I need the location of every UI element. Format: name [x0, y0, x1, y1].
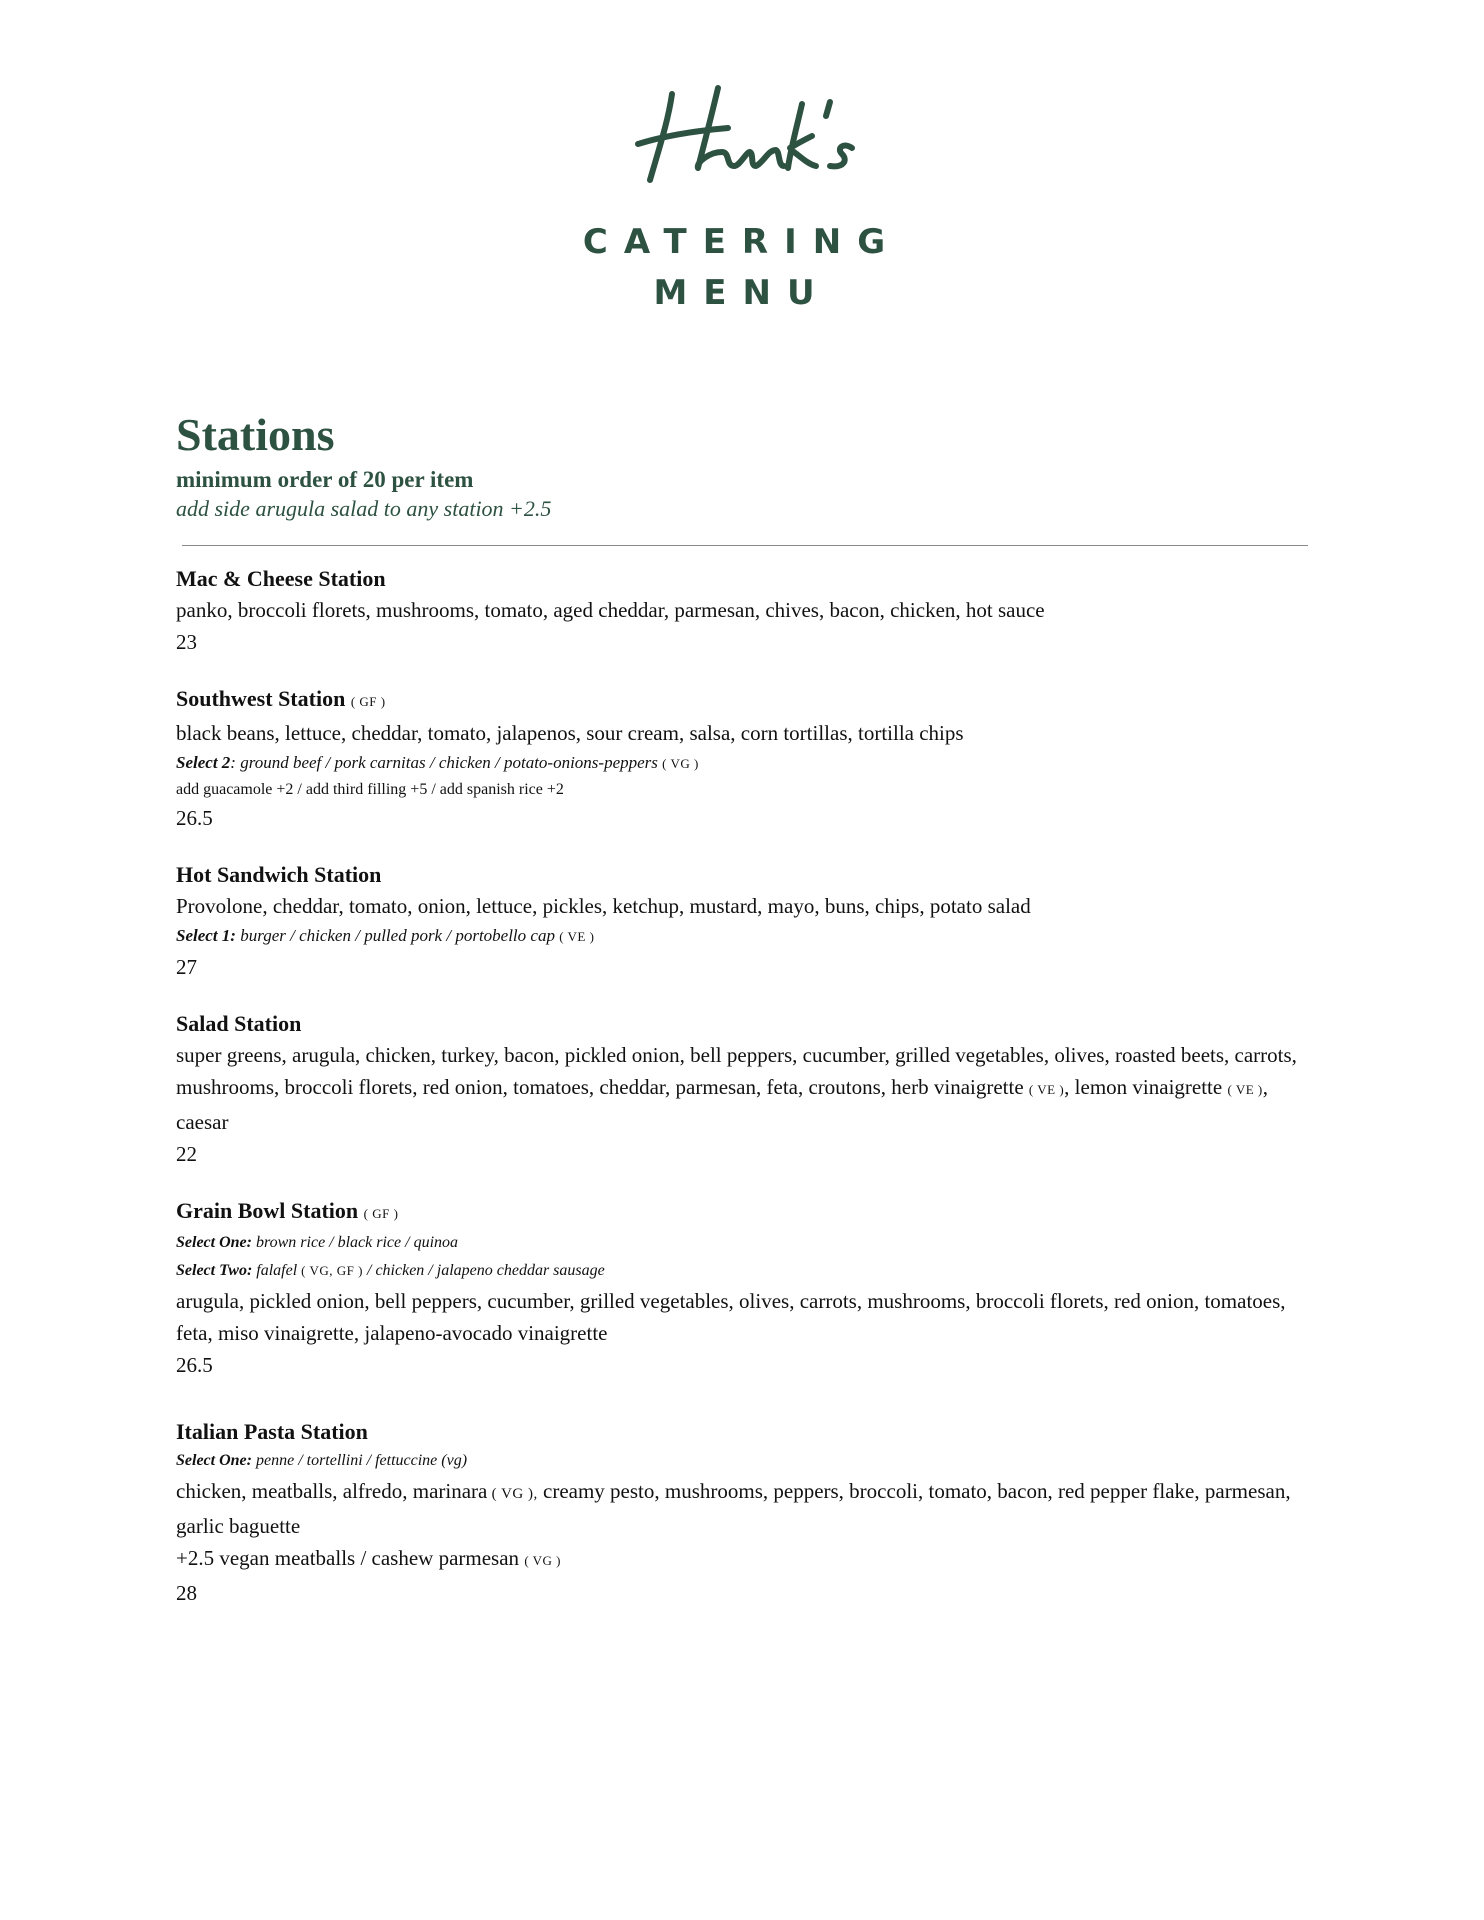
- extra-text: +2.5 vegan meatballs / cashew parmesan: [176, 1546, 520, 1570]
- station-price: 23: [176, 630, 197, 654]
- station-price: 26.5: [176, 806, 213, 830]
- select-text: / chicken / jalapeno cheddar sausage: [363, 1262, 605, 1279]
- hanks-logo: [630, 82, 860, 192]
- station-name-row: [176, 684, 1316, 717]
- station-name: Italian Pasta Station: [176, 1419, 368, 1444]
- station-hot-sandwich: [176, 860, 1316, 983]
- station-italian-pasta: [176, 1417, 1316, 1609]
- menu-header: [0, 0, 1484, 320]
- station-name: Hot Sandwich Station: [176, 862, 382, 887]
- select-label: Select One:: [176, 1234, 252, 1251]
- station-name: Southwest Station: [176, 686, 346, 711]
- select-label: Select 2: [176, 753, 231, 772]
- dietary-tag: ( VE ): [559, 929, 595, 944]
- station-description: black beans, lettuce, cheddar, tomato, jalapenos, sour cream, salsa, corn tortillas, tortilla chips: [176, 721, 964, 745]
- select-text: penne / tortellini / fettuccine (vg): [251, 1452, 468, 1469]
- select-one-options: [176, 1229, 1316, 1257]
- select-label: Select One:: [176, 1452, 252, 1469]
- select-text: brown rice / black rice / quinoa: [251, 1234, 459, 1251]
- select-text: falafel: [252, 1262, 298, 1279]
- hanks-script-logo-icon: [630, 82, 860, 192]
- station-price: 22: [176, 1142, 197, 1166]
- station-name: Grain Bowl Station: [176, 1198, 359, 1223]
- select-label: Select Two:: [176, 1262, 253, 1279]
- dietary-tag: ( VG ),: [487, 1486, 538, 1502]
- select-label: Select 1:: [176, 926, 236, 945]
- section-title: Stations: [176, 409, 335, 460]
- description-part: , lemon vinaigrette: [1064, 1075, 1223, 1099]
- description-part: chicken, meatballs, alfredo, marinara: [176, 1479, 488, 1503]
- station-grain-bowl: [176, 1196, 1316, 1381]
- station-description: panko, broccoli florets, mushrooms, tomato, aged cheddar, parmesan, chives, bacon, chicken, hot sauce: [176, 598, 1045, 622]
- dietary-tag: ( VE ): [1028, 1082, 1065, 1097]
- description-part: super greens, arugula, chicken, turkey, bacon, pickled onion, bell peppers, cucumber, grilled vegetables, olives, roasted beets, carrots, mushrooms, broccoli florets, red onion, tomatoes, cheddar, parmesan, feta, croutons, herb vinaigrette: [176, 1043, 1297, 1099]
- station-description: arugula, pickled onion, bell peppers, cucumber, grilled vegetables, olives, carrots, mushrooms, broccoli florets, red onion, tomatoes, feta, miso vinaigrette, jalapeno-avocado vinaigrette: [176, 1289, 1286, 1345]
- select-options: [176, 922, 1316, 951]
- menu-title: MENU: [653, 273, 831, 313]
- select-options: [176, 1447, 1316, 1475]
- station-name: Salad Station: [176, 1011, 302, 1036]
- station-mac-cheese: [176, 564, 1316, 658]
- minimum-order-note: minimum order of 20 per item: [176, 467, 474, 492]
- dietary-tag: ( VE ): [1227, 1082, 1263, 1097]
- station-description: [176, 1039, 1316, 1138]
- station-price: 27: [176, 955, 197, 979]
- dietary-tag: ( VG, GF ): [301, 1263, 363, 1278]
- station-salad: [176, 1009, 1316, 1170]
- dietary-tag: ( VG ): [524, 1553, 562, 1568]
- station-description: [176, 1475, 1316, 1542]
- section-divider: [182, 545, 1308, 546]
- station-extra: [176, 1542, 1316, 1577]
- dietary-tag: ( GF ): [350, 694, 386, 709]
- select-two-options: [176, 1257, 1316, 1285]
- description-part: , caesar: [176, 1075, 1268, 1134]
- station-southwest: [176, 684, 1316, 834]
- addons-note: add guacamole +2 / add third filling +5 / add spanish rice +2: [176, 781, 564, 798]
- dietary-tag: ( VG ): [662, 756, 699, 771]
- catering-title: CATERING: [582, 222, 902, 262]
- select-text: : ground beef / pork carnitas / chicken / potato-onions-peppers: [230, 753, 658, 772]
- add-side-note: add side arugula salad to any station +2.5: [176, 496, 552, 521]
- dietary-tag: ( GF ): [363, 1206, 399, 1221]
- select-text: burger / chicken / pulled pork / portobello cap: [235, 926, 555, 945]
- station-name: Mac & Cheese Station: [176, 566, 386, 591]
- stations-section: [176, 405, 1316, 1609]
- select-options: [176, 749, 1316, 778]
- station-price: 28: [176, 1581, 197, 1605]
- station-name-row: [176, 1196, 1316, 1229]
- description-part: creamy pesto, mushrooms, peppers, broccoli, tomato, bacon, red pepper flake, parmesan, garlic baguette: [176, 1479, 1291, 1538]
- station-price: 26.5: [176, 1353, 213, 1377]
- station-description: Provolone, cheddar, tomato, onion, lettuce, pickles, ketchup, mustard, mayo, buns, chips, potato salad: [176, 894, 1031, 918]
